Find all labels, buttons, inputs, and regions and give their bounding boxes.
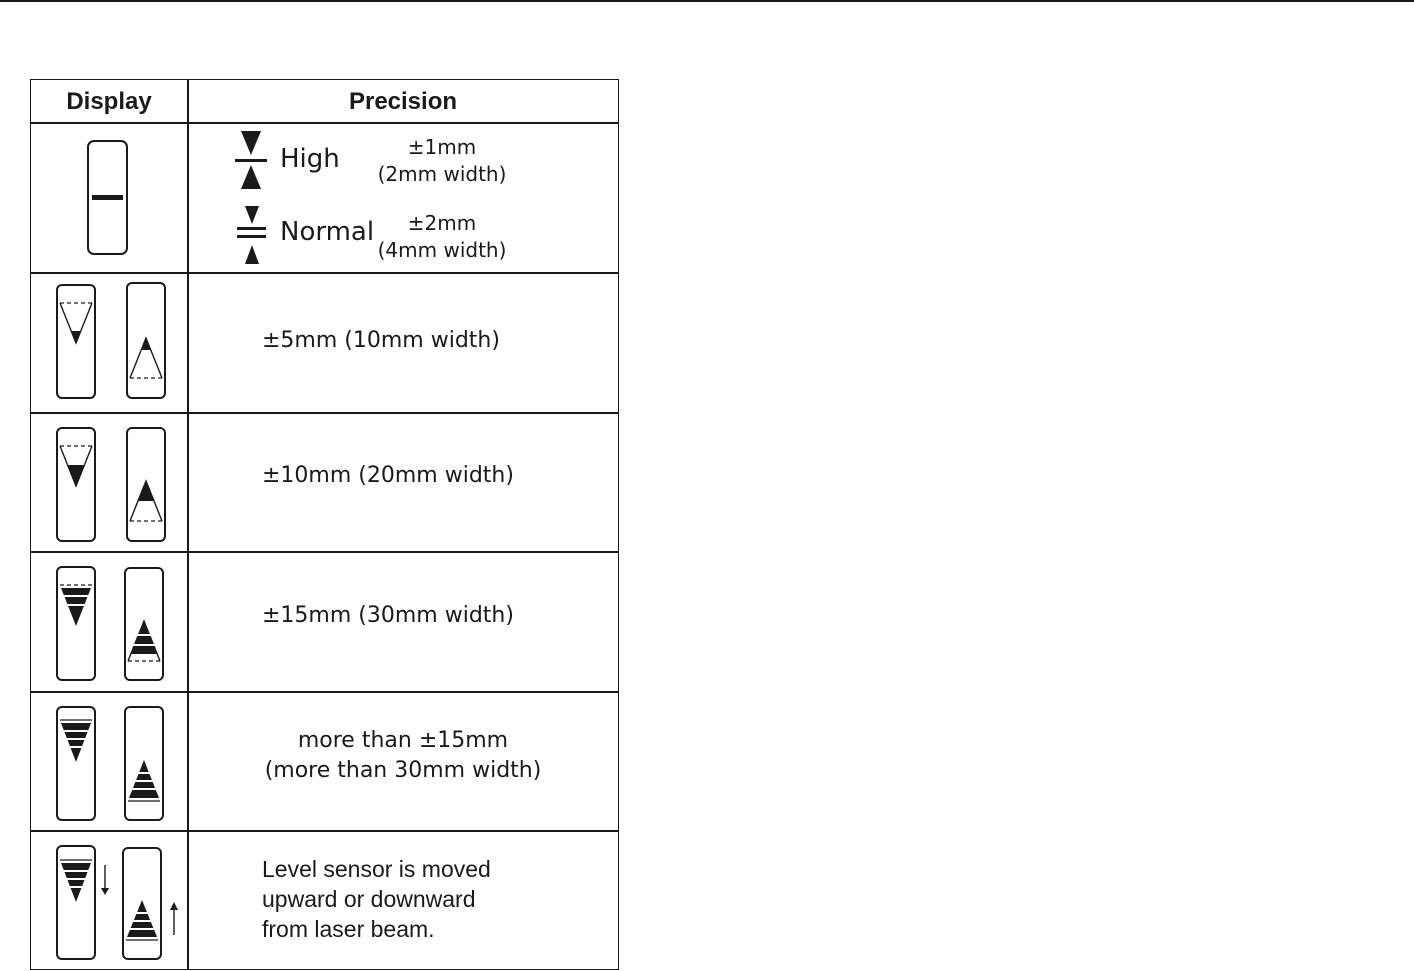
precision-15mm: ±15mm (30mm width)	[262, 603, 514, 628]
normal-value: ±2mm	[407, 211, 477, 235]
top-rule	[0, 0, 1414, 2]
up-arrow-full-icon	[125, 707, 163, 820]
normal-label: Normal	[280, 217, 375, 247]
sensor-moved-line2: upward or downward	[262, 886, 476, 912]
high-label: High	[280, 144, 340, 174]
normal-width: (4mm width)	[377, 238, 507, 262]
display-header: Display	[66, 88, 152, 115]
down-arrow-3-bar-icon	[57, 567, 95, 680]
precision-over-line1: more than ±15mm	[297, 728, 509, 753]
up-arrow-1-bar-icon	[127, 283, 165, 398]
sensor-moved-line3: from laser beam.	[262, 916, 435, 942]
down-arrow-2-bar-icon	[57, 428, 95, 541]
down-arrow-1-bar-icon	[57, 285, 95, 398]
high-width: (2mm width)	[377, 162, 507, 186]
high-value: ±1mm	[407, 135, 477, 159]
up-arrow-moved-icon	[123, 848, 178, 959]
precision-header: Precision	[348, 88, 458, 115]
sensor-moved-line1: Level sensor is moved	[262, 856, 491, 882]
precision-5mm: ±5mm (10mm width)	[262, 328, 500, 353]
up-arrow-3-bar-icon	[125, 568, 163, 680]
down-arrow-full-icon	[57, 707, 95, 820]
high-precision-arrows-icon	[235, 131, 267, 189]
up-arrow-2-bar-icon	[127, 428, 165, 541]
precision-over-line2: (more than 30mm width)	[264, 758, 542, 783]
normal-precision-arrows-icon	[237, 206, 266, 264]
precision-table	[30, 79, 619, 970]
display-symbols	[31, 80, 620, 971]
precision-10mm: ±10mm (20mm width)	[262, 463, 514, 488]
down-arrow-moved-icon	[57, 846, 109, 959]
center-display-icon	[88, 141, 127, 254]
